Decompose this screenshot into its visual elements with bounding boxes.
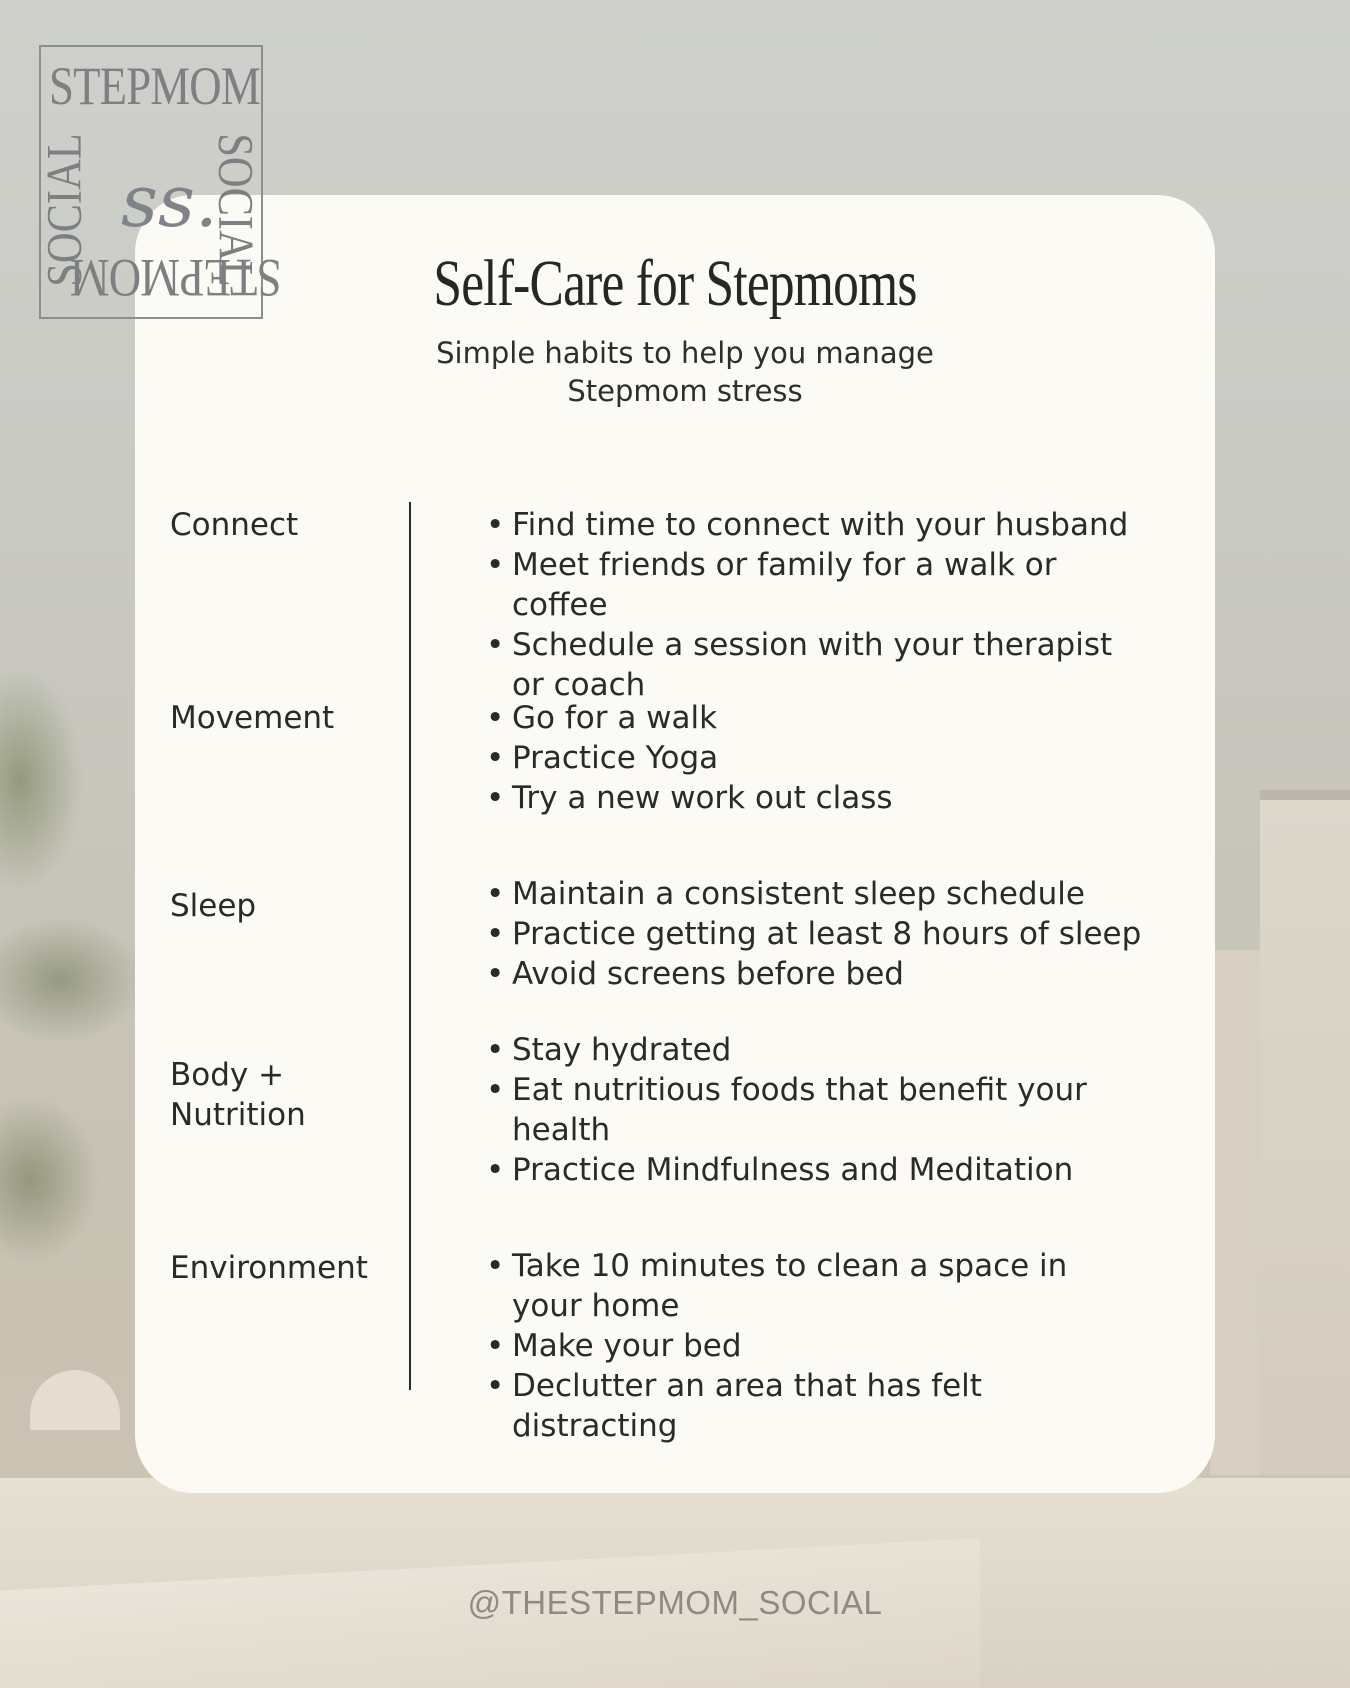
subtitle-line-1: Simple habits to help you manage — [436, 336, 934, 370]
list-item: • Make your bed — [486, 1326, 1146, 1366]
social-handle: @THESTEPMOM_SOCIAL — [467, 1584, 883, 1621]
list-item: • Schedule a session with your therapist or coach — [486, 625, 1146, 705]
subtitle-line-2: Stepmom stress — [567, 374, 803, 408]
logo-word-top: STEPMOM — [49, 56, 260, 116]
logo-word-left: SOCIAL — [35, 133, 92, 287]
section-list-connect — [486, 505, 1146, 705]
logo-word-right: SOCIAL — [208, 133, 265, 287]
list-item: • Try a new work out class — [486, 778, 1146, 818]
list-item: • Maintain a consistent sleep schedule — [486, 874, 1146, 914]
logo-monogram: ss. — [121, 159, 218, 243]
palm-tree — [0, 660, 150, 1420]
column-divider — [409, 502, 411, 1390]
list-item: • Take 10 minutes to clean a space in your home — [486, 1246, 1146, 1326]
list-item: • Practice Yoga — [486, 738, 1146, 778]
list-item: • Avoid screens before bed — [486, 954, 1146, 994]
section-list-environment — [486, 1246, 1146, 1446]
list-item: • Find time to connect with your husband — [486, 505, 1146, 545]
list-item: • Practice Mindfulness and Meditation — [486, 1150, 1146, 1190]
section-label-sleep: Sleep — [170, 888, 257, 924]
section-list-movement — [486, 698, 1146, 818]
list-item: • Practice getting at least 8 hours of sleep — [486, 914, 1146, 954]
section-list-sleep — [486, 874, 1146, 994]
page-title: Self-Care for Stepmoms — [433, 247, 917, 320]
list-item: • Declutter an area that has felt distracting — [486, 1366, 1146, 1446]
list-item: • Meet friends or family for a walk or coffee — [486, 545, 1146, 625]
logo-word-bottom: STEPMOM — [70, 248, 282, 308]
section-label-connect: Connect — [170, 507, 299, 543]
list-item: • Go for a walk — [486, 698, 1146, 738]
page-subtitle — [380, 334, 990, 410]
list-item: • Stay hydrated — [486, 1030, 1146, 1070]
section-label-body-nutrition: Body + Nutrition — [170, 1057, 306, 1133]
section-label-environment: Environment — [170, 1250, 368, 1286]
section-label-movement: Movement — [170, 700, 335, 736]
section-list-body-nutrition — [486, 1030, 1146, 1190]
list-item: • Eat nutritious foods that benefit your health — [486, 1070, 1146, 1150]
